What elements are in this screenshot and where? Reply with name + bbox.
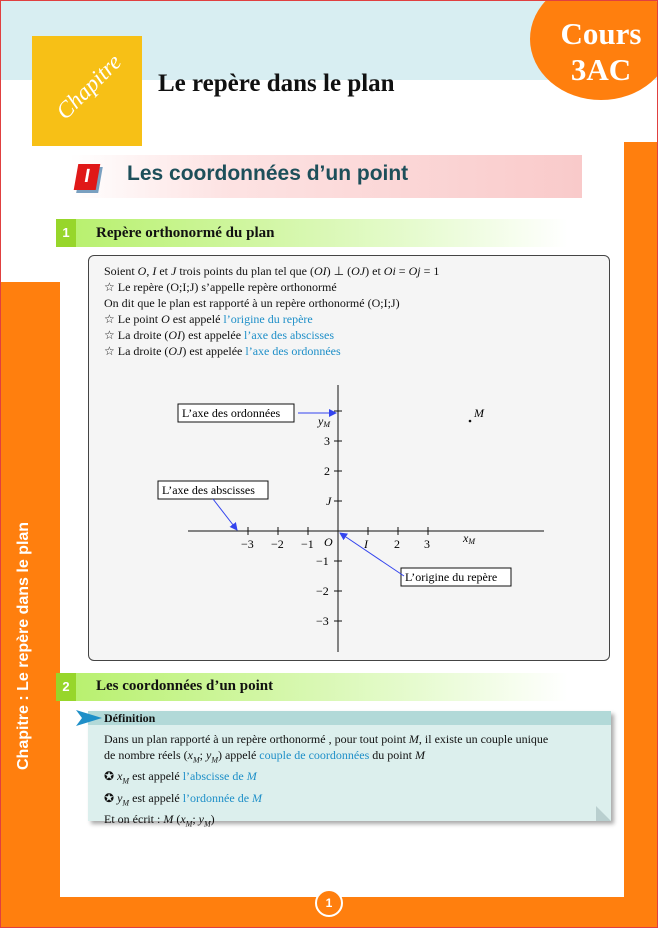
arrow-abscisses — [213, 499, 237, 530]
page-curl-decor — [596, 806, 611, 821]
x-tick-label: 2 — [394, 537, 400, 551]
y-tick-label: −3 — [316, 614, 329, 628]
arrow-pointer-icon — [76, 710, 102, 726]
right-decor-bar — [624, 142, 658, 928]
definition-line-1: Dans un plan rapporté à un repère orthonormé , pour tout point M, il existe un couple unique — [104, 732, 549, 746]
definition-line-2: de nombre réels ($x_M$; $y_M$) appelé couple de coordonnées du point M — [104, 748, 425, 765]
repere-line-5: ☆ La droite (OI) est appelée l’axe des abscisses — [104, 328, 335, 342]
section-title: Les coordonnées d’un point — [127, 162, 409, 185]
sidebar-chapter-text: Chapitre : Le repère dans le plan — [15, 521, 32, 770]
unit-point-j: J — [326, 494, 332, 508]
subsection-number-1: 1 — [56, 219, 76, 247]
coordinate-plane-figure — [88, 370, 610, 660]
definition-title: Définition — [104, 711, 156, 725]
repere-line-3: On dit que le plan est rapporté à un repère orthonormé (O;I;J) — [104, 296, 400, 310]
course-badge — [530, 0, 658, 100]
origin-label: O — [324, 535, 333, 549]
chapter-badge-label: Chapitre — [51, 49, 127, 125]
xm-label: xM — [463, 531, 475, 546]
point-m — [469, 420, 472, 423]
repere-line-1: Soient O, I et J trois points du plan tel que (OI) ⊥ (OJ) et Oi = Oj = 1 — [104, 264, 440, 278]
section-number: I — [74, 164, 101, 190]
chapter-badge — [32, 36, 142, 146]
subsection-title-1: Repère orthonormé du plan — [96, 225, 275, 241]
y-tick-label: −1 — [316, 554, 329, 568]
unit-point-i: I — [364, 537, 368, 551]
course-badge-line1: Cours — [560, 16, 642, 51]
y-tick-label: −2 — [316, 584, 329, 598]
definition-line-5: Et on écrit : M ($x_M$; $y_M$) — [104, 812, 215, 829]
document-title: Le repère dans le plan — [158, 70, 395, 97]
subsection-title-2: Les coordonnées d’un point — [96, 678, 274, 694]
y-tick-label: 2 — [324, 464, 330, 478]
repere-line-2: ☆ Le repère (O;I;J) s’appelle repère orthonormé — [104, 280, 337, 294]
course-badge-line2: 3AC — [570, 52, 632, 87]
definition-line-4: ✪ $y_M$ est appelé l’ordonnée de M — [104, 790, 263, 808]
repere-text-block — [104, 263, 439, 359]
definition-header — [88, 711, 611, 725]
x-tick-label: −1 — [301, 537, 314, 551]
x-tick-label: −3 — [241, 537, 254, 551]
label-ordonnees: L’axe des ordonnées — [182, 406, 281, 420]
point-m-label: M — [474, 406, 484, 420]
repere-line-4: ☆ Le point O est appelé l’origine du repère — [104, 312, 313, 326]
repere-line-6: ☆ La droite (OJ) est appelée l’axe des ordonnées — [104, 344, 341, 358]
y-tick-label: 3 — [324, 434, 330, 448]
page-number: 1 — [315, 889, 343, 917]
ym-label: yM — [318, 414, 330, 429]
definition-line-3: ✪ $x_M$ est appelé l’abscisse de M — [104, 769, 257, 786]
x-tick-label: 3 — [424, 537, 430, 551]
label-origine: L’origine du repère — [405, 570, 498, 584]
x-tick-label: −2 — [271, 537, 284, 551]
label-abscisses: L’axe des abscisses — [162, 483, 255, 497]
subsection-number-2: 2 — [56, 673, 76, 701]
definition-text-block — [104, 731, 548, 833]
